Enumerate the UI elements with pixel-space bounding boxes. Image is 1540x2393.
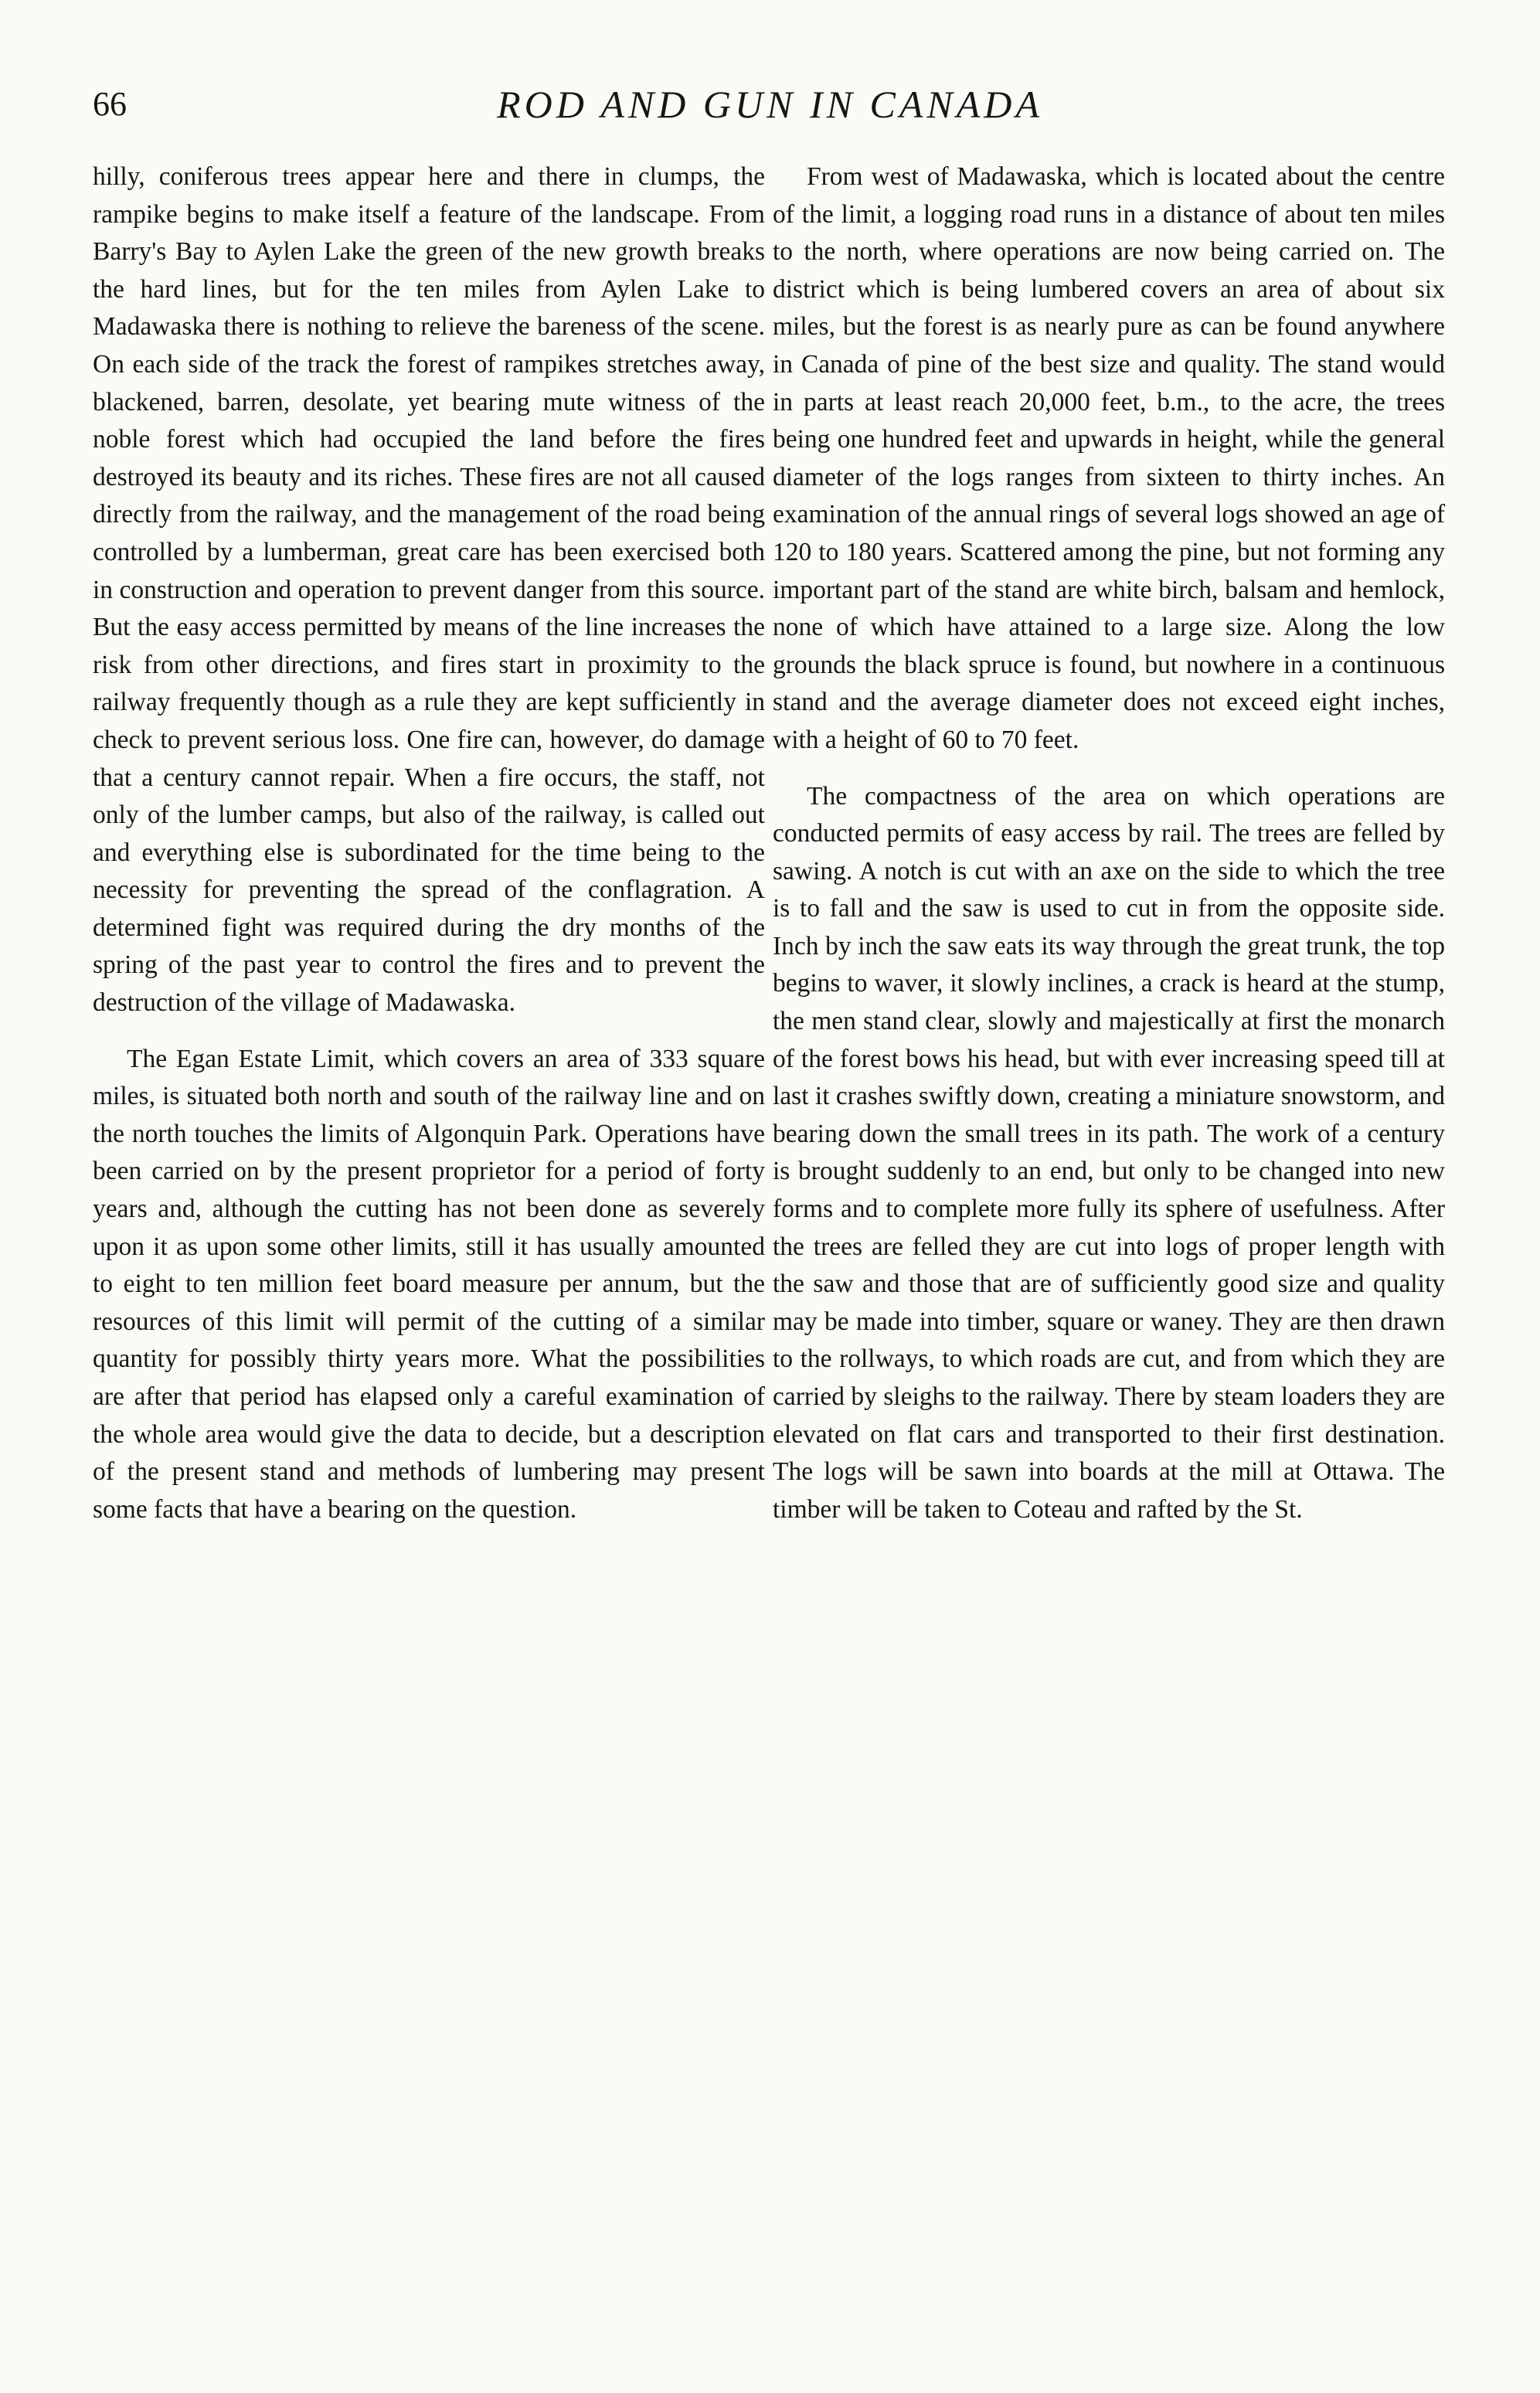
page-header — [93, 77, 1447, 131]
paragraph-right-1: From west of Madawaska, which is located about the centre of the limit, a logging road runs in a distance of about ten miles to the north, where operations are now being carried on. The district which is being lumbered covers an area of about six miles, but the forest is as nearly pure as can be found anywhere in Canada of pine of the best size and quality. The stand would in parts at least reach 20,000 feet, b.m., to the acre, the trees being one hundred feet and upwards in height, while the general diameter of the logs ranges from sixteen to thirty inches. An examination of the annual rings of several logs showed an age of 120 to 180 years. Scattered among the pine, but not forming any important part of the stand are white birch, balsam and hemlock, none of which have attained to a large size. Along the low grounds the black spruce is found, but nowhere in a continuous stand and the average diameter does not exceed eight inches, with a height of 60 to 70 feet. — [773, 162, 1445, 754]
paragraph-right-2: The compactness of the area on which operations are conducted permits of easy access by rail. The trees are felled by sawing. A notch is cut with an axe on the side to which the tree is to fall and the saw is used to cut in from the opposite side. Inch by inch the saw eats its way through the great trunk, the top begins to waver, it slowly inclines, a crack is heard at the stump, the men stand clear, slowly and majestically at first the monarch of the forest bows his head, but with ever increasing speed till at last it crashes swiftly down, creating a miniature snowstorm, and bearing down the small trees in its path. The work of a century is brought suddenly to an end, but only to be changed into new forms and to complete more fully its sphere of usefulness. After the trees are felled they are cut into logs of proper length with the saw and those that are of sufficiently good size and quality may be made into timber, square or waney. They are then drawn to the rollways, to which roads are cut, and from which they are carried by sleighs to the railway. There by steam loaders they are elevated on flat cars and transported to their first destination. The logs will be sawn into boards at the mill at Ottawa. The timber will be taken to Coteau and rafted by the St. — [773, 781, 1445, 1524]
paragraph-left-2: The Egan Estate Limit, which covers an area of 333 square miles, is situated both north and south of the railway line and on the north touches the limits of Algonquin Park. Operations have been carried on by the present proprietor for a period of forty years and, although the cutting has not been done as severely upon it as upon some other limits, still it has usually amounted to eight to ten million feet board measure per annum, but the resources of this limit will permit of the cutting of a similar quantity for possibly thirty years more. What the possibilities are after that period has elapsed only a careful examination of the whole area would give the data to decide, but a description of the present stand and methods of lumbering may present some facts that have a bearing on the question. — [93, 1044, 765, 1524]
running-title: ROD AND GUN IN CANADA — [497, 83, 1043, 126]
paragraph-left-1: hilly, coniferous trees appear here and there in clumps, the rampike begins to make itself a feature of the landscape. From Barry's Bay to Aylen Lake the green of the new growth breaks the hard lines, but for the ten miles from Aylen Lake to Madawaska there is nothing to relieve the bareness of the scene. On each side of the track the forest of rampikes stretches away, blackened, barren, desolate, yet bearing mute witness of the noble forest which had occupied the land before the fires destroyed its beauty and its riches. These fires are not all caused directly from the railway, and the management of the road being controlled by a lumberman, great care has been exercised both in construction and operation to prevent danger from this source. But the easy access permitted by means of the line increases the risk from other directions, and fires start in proximity to the railway frequently though as a rule they are kept sufficiently in check to prevent serious loss. One fire can, however, do damage that a century cannot repair. When a fire occurs, the staff, not only of the lumber camps, but also of the railway, is called out and everything else is subordinated for the time being to the necessity for preventing the spread of the conflagration. A determined fight was required during the dry months of the spring of the past year to control the fires and to prevent the destruction of the village of Madawaska. — [93, 162, 765, 1018]
left-column — [93, 158, 765, 1528]
page-number: 66 — [93, 85, 127, 123]
right-column — [773, 158, 1445, 1528]
